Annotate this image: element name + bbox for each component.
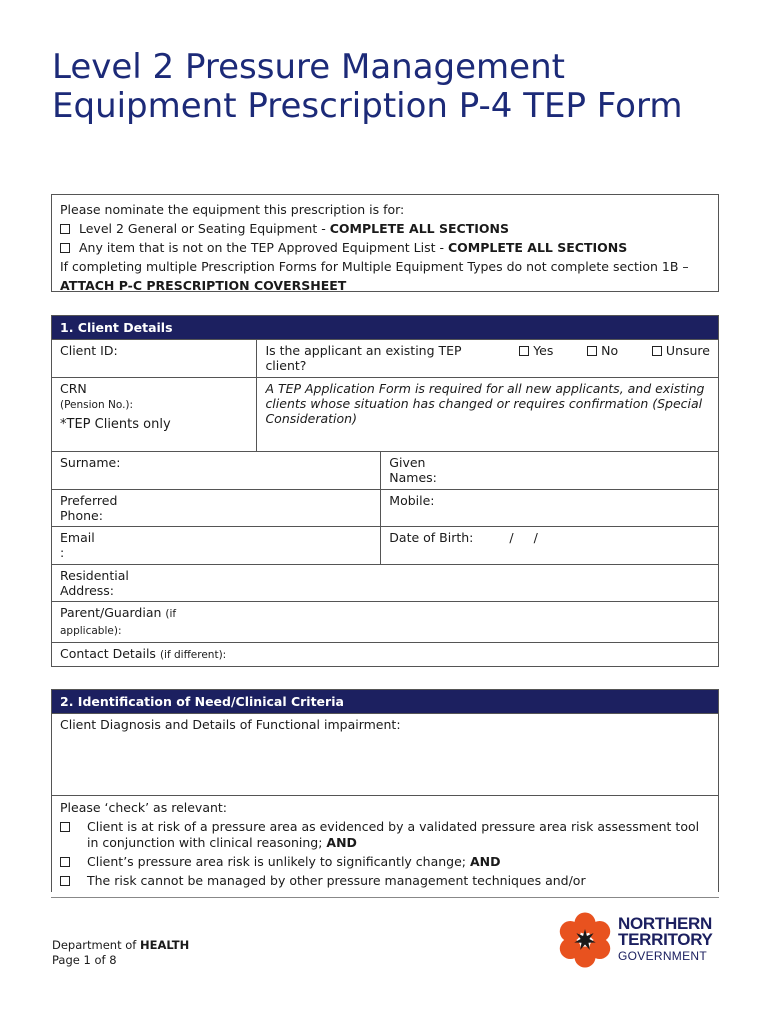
footer-divider xyxy=(51,897,719,898)
existing-unsure-option[interactable]: Unsure xyxy=(652,343,710,373)
equipment-nomination-box xyxy=(51,194,719,292)
tep-application-note: A TEP Application Form is required for all new applicants, and existing clients whose situation has changed or requires confirmation (Special Consideration) xyxy=(257,378,719,452)
clinical-criteria-table xyxy=(51,689,719,892)
residential-address-field[interactable]: Residential Address: xyxy=(52,565,719,602)
nomination-note: If completing multiple Prescription Forms for Multiple Equipment Types do not complete section 1B – ATTACH P-C PRESCRIPTION COVERSHEET xyxy=(60,259,689,293)
diagnosis-field[interactable]: Client Diagnosis and Details of Functional impairment: xyxy=(52,714,719,796)
email-field[interactable]: Email : xyxy=(52,527,381,565)
checkbox-criteria-2[interactable] xyxy=(60,857,70,867)
checkbox-level2-general[interactable] xyxy=(60,224,70,234)
checkbox-criteria-3[interactable] xyxy=(60,876,70,886)
page-title: Level 2 Pressure Management Equipment Prescription P-4 TEP Form xyxy=(52,47,683,126)
mobile-field[interactable]: Mobile: xyxy=(381,490,719,527)
checkbox-yes[interactable] xyxy=(519,346,529,356)
section1-header: 1. Client Details xyxy=(52,316,719,340)
page-number: Page 1 of 8 xyxy=(52,953,117,967)
given-names-field[interactable]: Given Names: xyxy=(381,452,719,490)
criteria-checklist: Please ‘check’ as relevant: Client is at risk of a pressure area as evidenced by a validated pressure area risk assessment tool in conjunction with clinical reasoning; AND Client’s pressure area risk is unlikely to significantly change; AND The risk cannot be managed by other pressure management techniques and/or xyxy=(52,796,719,893)
crn-field[interactable]: CRN (Pension No.): *TEP Clients only xyxy=(52,378,257,452)
criteria-item-3: The risk cannot be managed by other pressure management techniques and/or xyxy=(60,873,710,889)
nt-government-logo: NORTHERN TERRITORY GOVERNMENT xyxy=(556,912,726,968)
checkbox-criteria-1[interactable] xyxy=(60,822,70,832)
contact-details-field[interactable]: Contact Details (if different): xyxy=(52,643,719,667)
parent-guardian-field[interactable]: Parent/Guardian (if applicable): xyxy=(52,602,719,643)
criteria-item-2: Client’s pressure area risk is unlikely to significantly change; AND xyxy=(60,854,710,870)
preferred-phone-field[interactable]: Preferred Phone: xyxy=(52,490,381,527)
nt-flower-icon xyxy=(556,912,614,968)
footer xyxy=(52,938,189,968)
existing-no-option[interactable]: No xyxy=(587,343,618,373)
criteria-item-1: Client is at risk of a pressure area as evidenced by a validated pressure area risk assessment tool in conjunction with clinical reasoning; AND xyxy=(60,819,710,851)
section2-header: 2. Identification of Need/Clinical Criteria xyxy=(52,690,719,714)
checkbox-not-on-list[interactable] xyxy=(60,243,70,253)
existing-client-cell: Is the applicant an existing TEP client? Yes No Unsure xyxy=(257,340,719,378)
date-of-birth-field[interactable]: Date of Birth: / / xyxy=(381,527,719,565)
existing-yes-option[interactable]: Yes xyxy=(519,343,553,373)
option-level2-general: Level 2 General or Seating Equipment - COMPLETE ALL SECTIONS xyxy=(60,219,710,238)
checkbox-no[interactable] xyxy=(587,346,597,356)
option-not-on-list: Any item that is not on the TEP Approved Equipment List - COMPLETE ALL SECTIONS xyxy=(60,238,710,257)
client-id-field[interactable]: Client ID: xyxy=(52,340,257,378)
logo-petal xyxy=(560,921,581,942)
checkbox-unsure[interactable] xyxy=(652,346,662,356)
nomination-intro: Please nominate the equipment this prescription is for: xyxy=(60,202,405,217)
client-details-table xyxy=(51,315,719,667)
surname-field[interactable]: Surname: xyxy=(52,452,381,490)
department-label: Department of HEALTH xyxy=(52,938,190,952)
